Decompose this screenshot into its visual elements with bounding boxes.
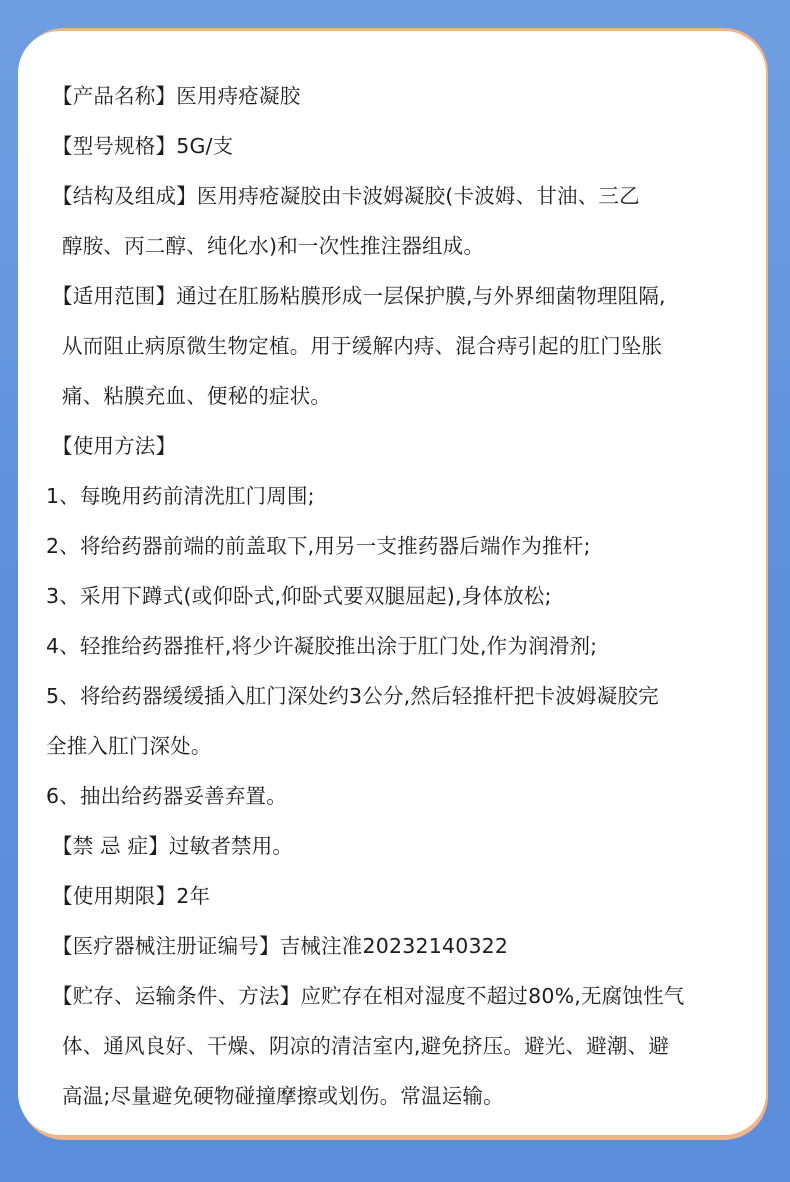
usage-step-5-line-2: 全推入肛门深处。 (46, 734, 212, 758)
scope-line-2: 从而阻止病原微生物定植。用于缓解内痔、混合痔引起的肛门坠胀 (62, 334, 663, 358)
usage-step-1: 1、每晚用药前清洗肛门周围; (46, 484, 315, 508)
storage-line-2: 体、通风良好、干燥、阴凉的清洁室内,避免挤压。避光、避潮、避 (62, 1034, 670, 1058)
registration-number-line: 【医疗器械注册证编号】吉械注准20232140322 (52, 934, 509, 958)
usage-step-2: 2、将给药器前端的前盖取下,用另一支推药器后端作为推杆; (46, 534, 591, 558)
scope-line-1: 【适用范围】通过在肛肠粘膜形成一层保护膜,与外界细菌物理阻隔, (52, 284, 666, 308)
contraindication-line: 【禁 忌 症】过敏者禁用。 (52, 834, 294, 858)
shelf-life-line: 【使用期限】2年 (52, 884, 211, 908)
model-spec-line: 【型号规格】5G/支 (52, 134, 234, 158)
usage-step-5-line-1: 5、将给药器缓缓插入肛门深处约3公分,然后轻推杆把卡波姆凝胶完 (46, 684, 659, 708)
scope-line-3: 痛、粘膜充血、便秘的症状。 (62, 384, 332, 408)
usage-step-4: 4、轻推给药器推杆,将少许凝胶推出涂于肛门处,作为润滑剂; (46, 634, 598, 658)
composition-line-2: 醇胺、丙二醇、纯化水)和一次性推注器组成。 (62, 234, 485, 258)
product-name-line: 【产品名称】医用痔疮凝胶 (52, 84, 301, 108)
storage-line-3: 高温;尽量避免硬物碰撞摩擦或划伤。常温运输。 (62, 1084, 504, 1108)
storage-line-1: 【贮存、运输条件、方法】应贮存在相对湿度不超过80%,无腐蚀性气 (52, 984, 685, 1008)
usage-step-6: 6、抽出给药器妥善弃置。 (46, 784, 287, 808)
usage-heading: 【使用方法】 (52, 434, 177, 458)
composition-line-1: 【结构及组成】医用痔疮凝胶由卡波姆凝胶(卡波姆、甘油、三乙 (52, 184, 640, 208)
usage-step-3: 3、采用下蹲式(或仰卧式,仰卧式要双腿屈起),身体放松; (46, 584, 552, 608)
